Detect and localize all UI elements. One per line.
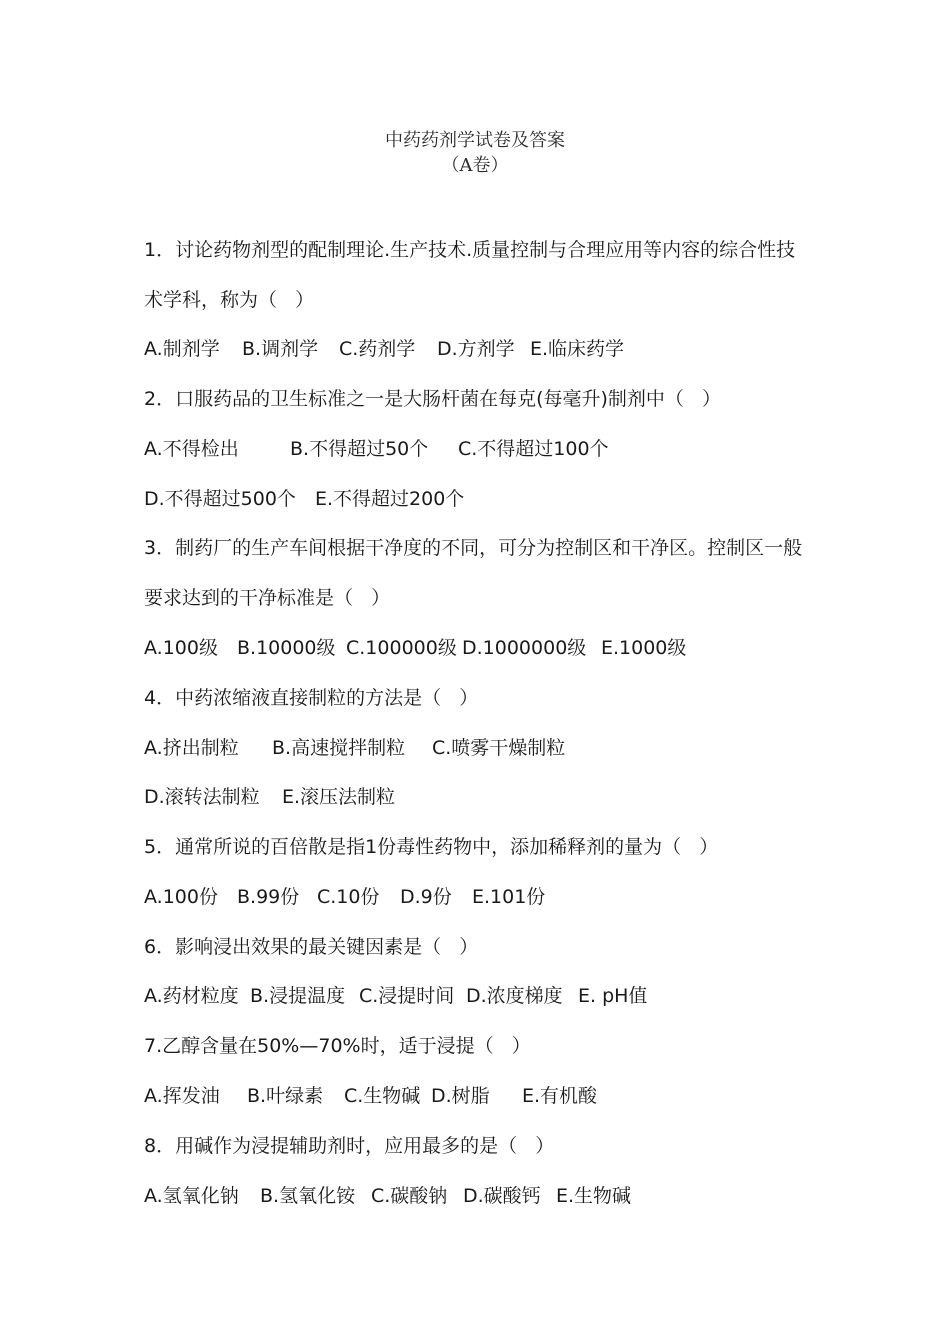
question-1-stem-line-1: 1．讨论药物剂型的配制理论.生产技术.质量控制与合理应用等内容的综合性技 (144, 239, 796, 261)
question-3-option-c: C.100000级 (346, 637, 457, 659)
question-3-option-b: B.10000级 (237, 637, 336, 659)
question-7-option-d: D.树脂 (431, 1085, 490, 1107)
question-1-option-c: C.药剂学 (339, 338, 416, 360)
question-2-option-a: A.不得检出 (144, 438, 239, 460)
question-3-option-d: D.1000000级 (462, 637, 587, 659)
question-7-option-b: B.叶绿素 (247, 1085, 324, 1107)
question-8-option-b: B.氢氧化铵 (260, 1185, 356, 1207)
question-4-option-a: A.挤出制粒 (144, 737, 239, 759)
question-3-stem-line-2: 要求达到的干净标准是（ ） (144, 587, 391, 609)
question-4-option-b: B.高速搅拌制粒 (272, 737, 406, 759)
question-2-option-c: C.不得超过100个 (458, 438, 609, 460)
question-8-stem-line-1: 8．用碱作为浸提辅助剂时，应用最多的是（ ） (144, 1135, 555, 1157)
question-1-option-a: A.制剂学 (144, 338, 220, 360)
question-5-option-b: B.99份 (237, 886, 300, 908)
question-4-option-c: C.喷雾干燥制粒 (432, 737, 566, 759)
question-4-option-d: D.滚转法制粒 (144, 786, 260, 808)
question-5-option-e: E.101份 (472, 886, 546, 908)
question-3-option-a: A.100级 (144, 637, 218, 659)
question-6-stem-line-1: 6．影响浸出效果的最关键因素是（ ） (144, 936, 479, 958)
question-3-stem-line-1: 3．制药厂的生产车间根据干净度的不同，可分为控制区和干净区。控制区一般 (144, 537, 803, 559)
question-2-option-b: B.不得超过50个 (290, 438, 429, 460)
question-5-option-d: D.9份 (400, 886, 452, 908)
question-6-option-d: D.浓度梯度 (466, 985, 563, 1007)
question-2-option-d: D.不得超过500个 (144, 488, 296, 510)
question-6-option-b: B.浸提温度 (250, 985, 346, 1007)
question-2-option-e: E.不得超过200个 (315, 488, 465, 510)
document-subtitle: （A卷） (441, 155, 509, 176)
question-8-option-c: C.碳酸钠 (371, 1185, 448, 1207)
question-2-stem-line-1: 2．口服药品的卫生标准之一是大肠杆菌在每克(每毫升)制剂中（ ） (144, 388, 722, 410)
question-8-option-a: A.氢氧化钠 (144, 1185, 239, 1207)
question-1-option-b: B.调剂学 (242, 338, 319, 360)
question-5-stem-line-1: 5．通常所说的百倍散是指1份毒性药物中，添加稀释剂的量为（ ） (144, 836, 719, 858)
question-6-option-e: E. pH值 (578, 985, 648, 1007)
question-5-option-c: C.10份 (317, 886, 380, 908)
question-1-option-e: E.临床药学 (530, 338, 625, 360)
question-6-option-a: A.药材粒度 (144, 985, 239, 1007)
question-4-stem-line-1: 4．中药浓缩液直接制粒的方法是（ ） (144, 687, 479, 709)
question-4-option-e: E.滚压法制粒 (282, 786, 396, 808)
question-8-option-e: E.生物碱 (556, 1185, 632, 1207)
question-7-option-c: C.生物碱 (344, 1085, 421, 1107)
question-8-option-d: D.碳酸钙 (463, 1185, 541, 1207)
question-5-option-a: A.100份 (144, 886, 218, 908)
question-3-option-e: E.1000级 (601, 637, 687, 659)
document-title: 中药药剂学试卷及答案 (385, 130, 565, 151)
question-1-option-d: D.方剂学 (437, 338, 515, 360)
question-7-stem-line-1: 7.乙醇含量在50%—70%时，适于浸提（ ） (144, 1035, 531, 1057)
question-1-stem-line-2: 术学科，称为（ ） (144, 289, 315, 311)
question-7-option-e: E.有机酸 (522, 1085, 598, 1107)
question-6-option-c: C.浸提时间 (359, 985, 455, 1007)
question-7-option-a: A.挥发油 (144, 1085, 220, 1107)
